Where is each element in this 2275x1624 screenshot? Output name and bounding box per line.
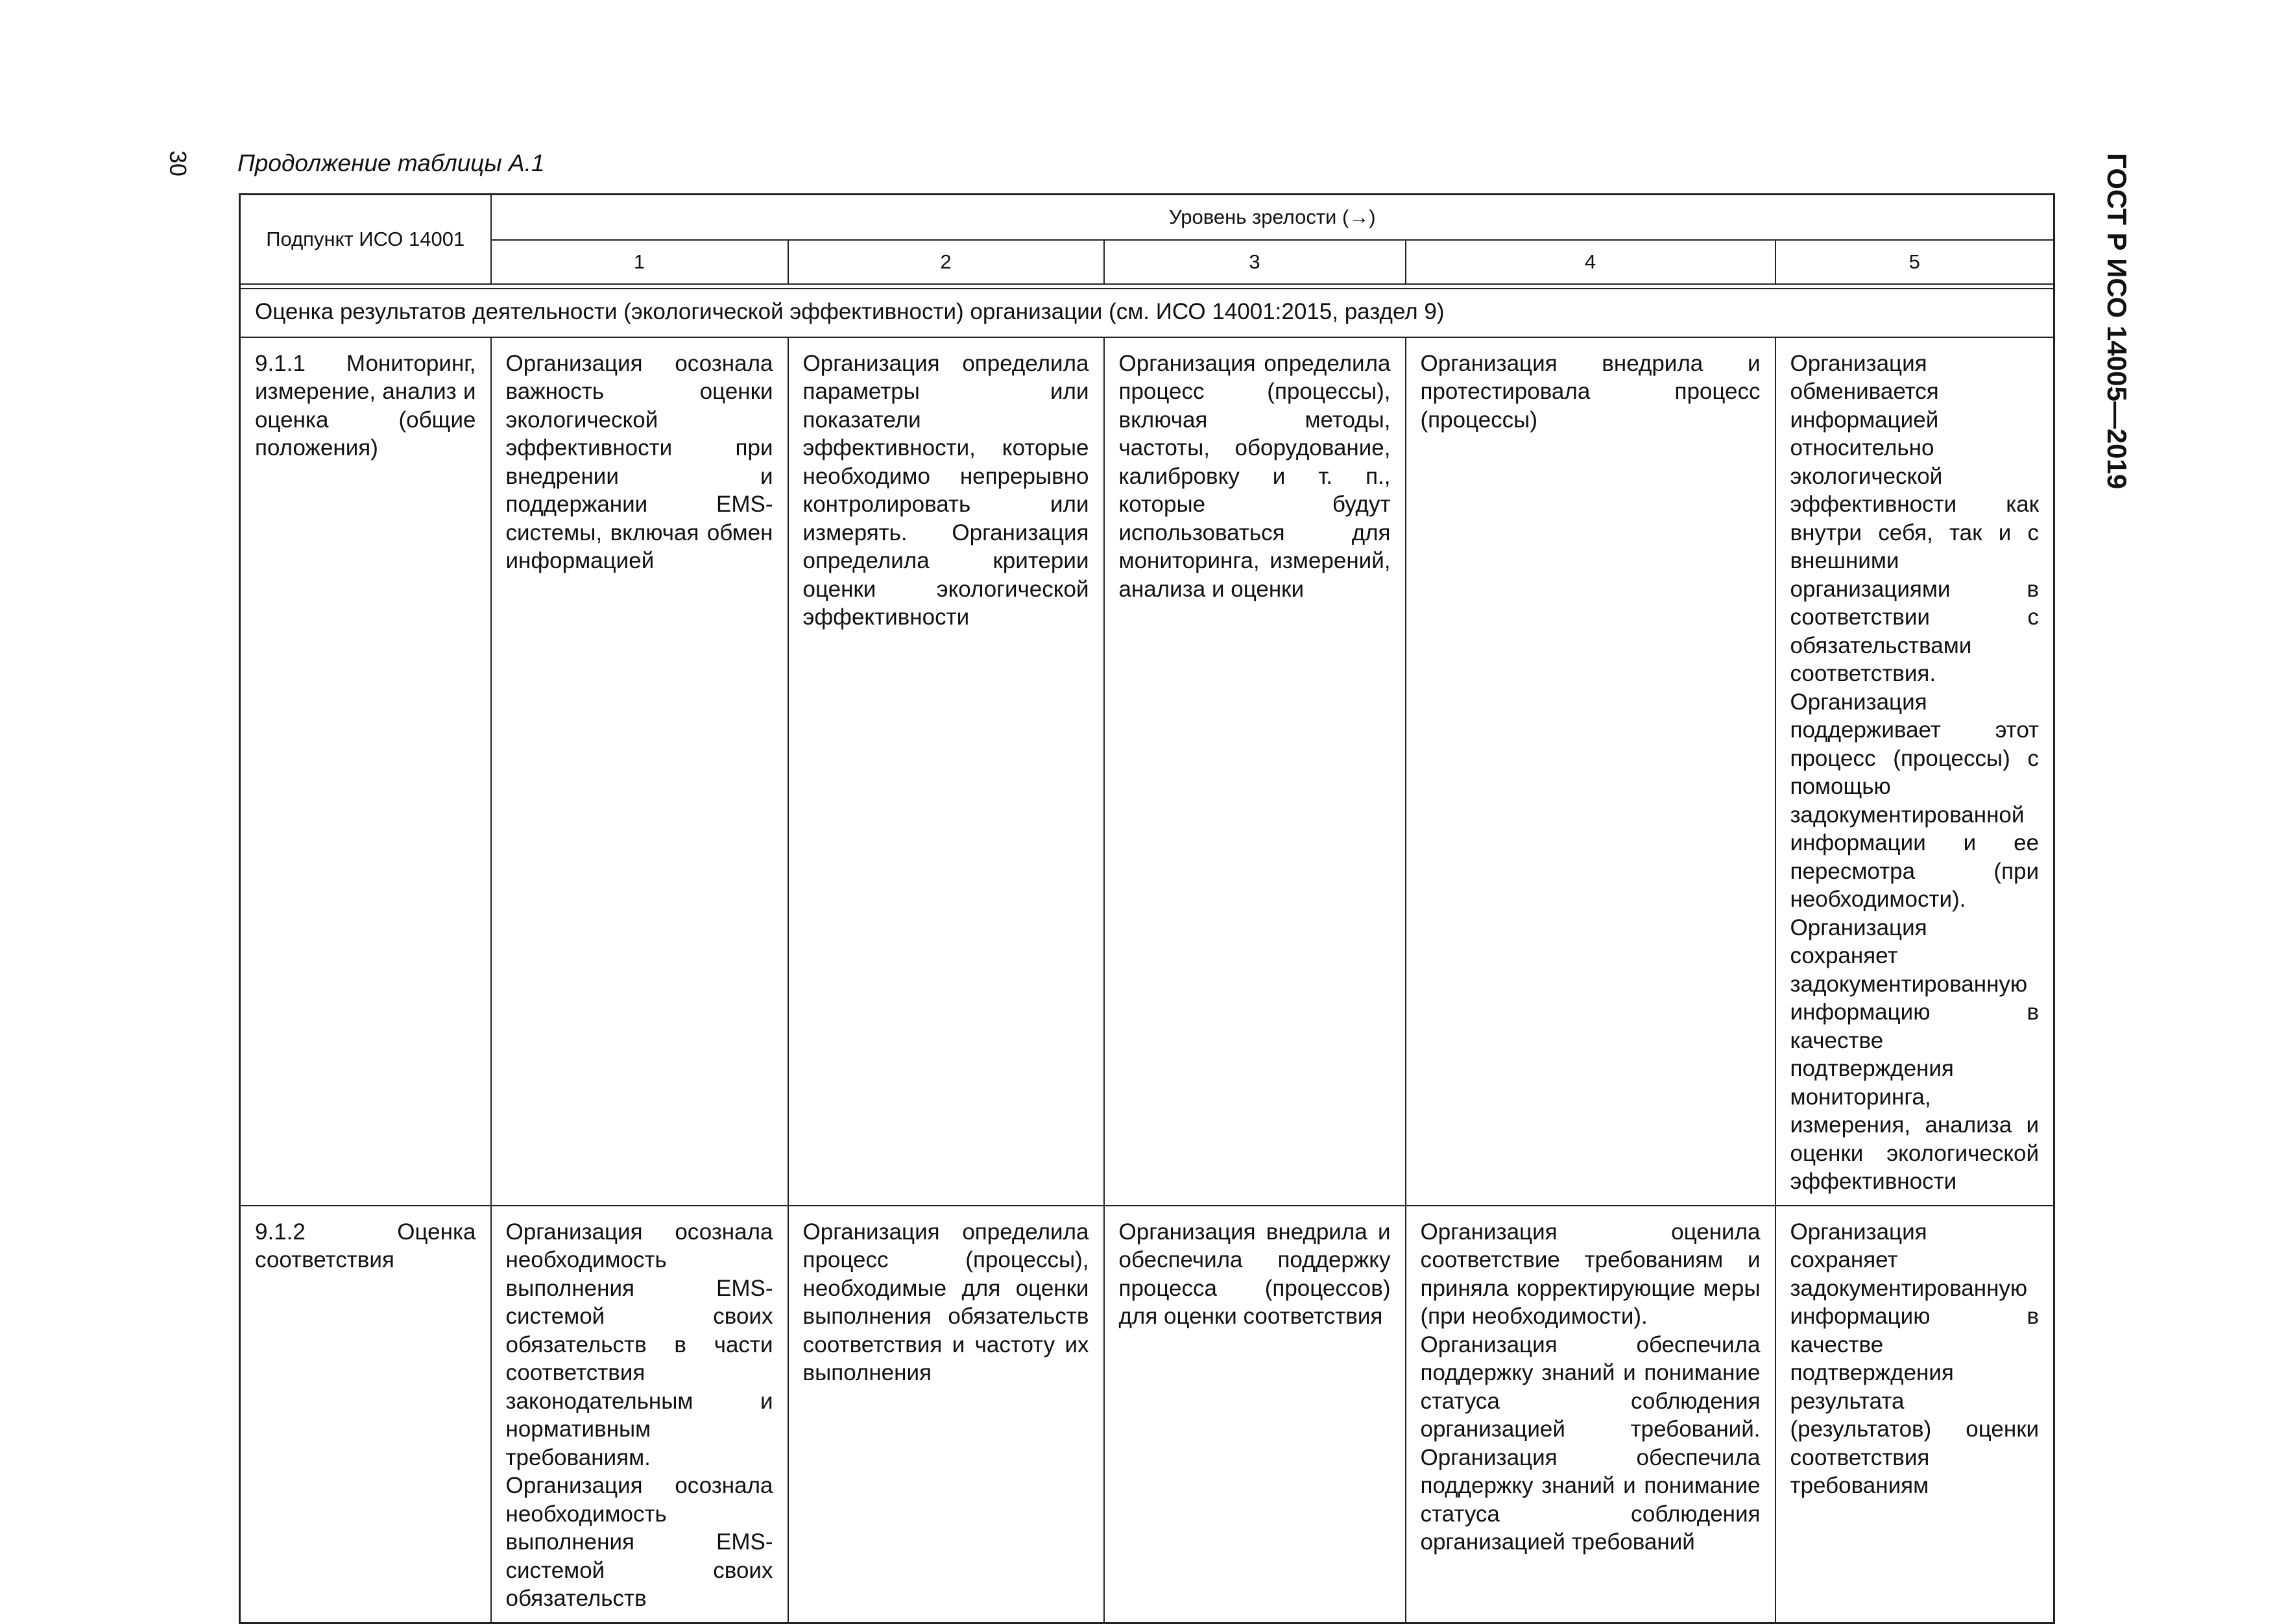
- clause-cell: 9.1.1 Мониторинг, измерение, анализ и оценка (общие положения): [240, 337, 491, 1206]
- table-row: [240, 337, 2054, 1206]
- cell-paragraph: Организация определила параметры или показатели эффективности, которые необходимо непрерывно контролировать или измерять. Организация определила критерии оценки экологической эффективности: [802, 350, 1089, 630]
- level-2-cell: [788, 337, 1104, 1206]
- standard-code: ГОСТ Р ИСО 14005—2019: [2102, 153, 2132, 490]
- cell-paragraph: Организация определила процесс (процессы), включая методы, частоты, оборудование, калибровку и т. п., которые будут использоваться для мониторинга, измерений, анализа и оценки: [1118, 350, 1391, 602]
- table-caption: Продолжение таблицы А.1: [237, 150, 545, 176]
- level-3-cell: [1104, 1206, 1406, 1623]
- table-row: [240, 1206, 2054, 1623]
- header-level-4: 4: [1406, 240, 1775, 284]
- level-4-cell: [1406, 337, 1775, 1206]
- header-level-1: 1: [491, 240, 788, 284]
- level-5-cell: [1775, 337, 2054, 1206]
- header-maturity-level: Уровень зрелости (→): [491, 195, 2054, 240]
- cell-paragraph: Организация определила процесс (процессы), необходимые для оценки выполнения обязательств соответствия и частоту их выполнения: [802, 1219, 1089, 1385]
- header-level-5: 5: [1775, 240, 2054, 284]
- header-clause: Подпункт ИСО 14001: [240, 195, 491, 284]
- cell-paragraph: Организация сохраняет задокументированную информацию в качестве подтверждения результата (результатов) оценки соответствия требованиям: [1790, 1219, 2040, 1498]
- level-2-cell: [788, 1206, 1104, 1623]
- header-level-2: 2: [788, 240, 1104, 284]
- level-5-cell: [1775, 1206, 2054, 1623]
- clause-cell: 9.1.2 Оценка соответствия: [240, 1206, 491, 1623]
- header-level-3: 3: [1104, 240, 1406, 284]
- maturity-table: [239, 193, 2055, 1624]
- cell-paragraph: Организация обеспечила поддержку знаний и понимание статуса соблюдения организацией требований. Организация обеспечила поддержку знаний и понимание статуса соблюдения организацией требований: [1420, 1331, 1761, 1555]
- cell-paragraph: Организация обменивается информацией относительно экологической эффективности как внутри себя, так и с внешними организациями в соответствии с обязательствами соответствия. Организация поддерживает этот процесс (процессы) с помощью задокументированной информации и ее пересмотра (при необходимости).: [1790, 350, 2040, 912]
- header-separator: [240, 284, 2054, 289]
- cell-paragraph: Организация осознала необходимость выполнения EMS-системой своих обязательств: [505, 1473, 773, 1611]
- cell-paragraph: Организация внедрила и обеспечила поддержку процесса (процессов) для оценки соответствия: [1118, 1219, 1391, 1329]
- cell-paragraph: Организация оценила соответствие требованиям и приняла корректирующие меры (при необходимости).: [1420, 1219, 1761, 1329]
- page-number: 30: [165, 150, 191, 177]
- level-1-cell: [491, 337, 788, 1206]
- cell-paragraph: Организация внедрила и протестировала процесс (процессы): [1420, 350, 1761, 433]
- level-1-cell: [491, 1206, 788, 1623]
- cell-paragraph: Организация осознала необходимость выполнения EMS-системой своих обязательств в части соответствия законодательным и нормативным требованиям.: [505, 1219, 773, 1470]
- cell-paragraph: Организация сохраняет задокументированную информацию в качестве подтверждения мониторинга, измерения, анализа и оценки экологической эффективности: [1790, 914, 2040, 1194]
- cell-paragraph: Организация осознала важность оценки экологической эффективности при внедрении и поддержании EMS-системы, включая обмен информацией: [505, 350, 773, 573]
- section-title: Оценка результатов деятельности (экологической эффективности) организации (см. ИСО 14001:2015, раздел 9): [240, 289, 2054, 337]
- level-3-cell: [1104, 337, 1406, 1206]
- level-4-cell: [1406, 1206, 1775, 1623]
